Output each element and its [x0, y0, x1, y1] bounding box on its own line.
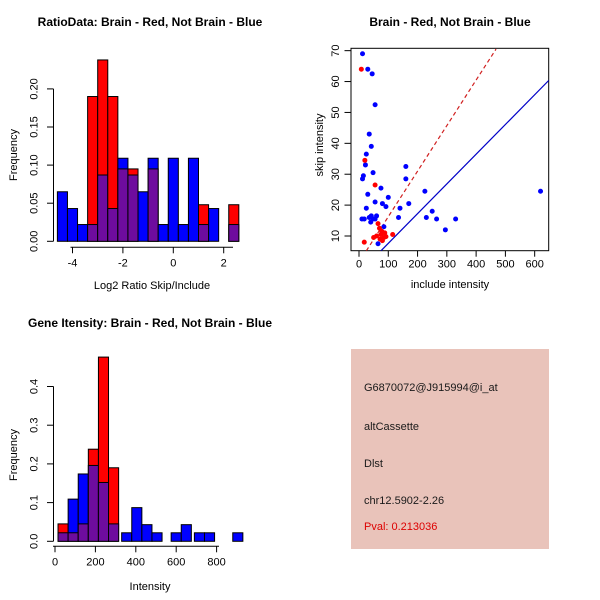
scatter-x-tick-label: 600	[525, 258, 544, 271]
scatter-point-blue	[406, 201, 411, 206]
scatter-y-tick-label: 60	[330, 75, 342, 88]
gene-hist-bar-blue	[194, 533, 204, 542]
ratio-hist-bar-red	[88, 97, 98, 242]
scatter-x-tick-label: 100	[379, 258, 398, 271]
scatter-point-blue	[381, 224, 386, 229]
ratio-hist-bar-overlap	[118, 169, 128, 241]
ratio-hist-bar-overlap	[199, 225, 209, 242]
gene-hist-y-tick-label: 0.0	[28, 533, 41, 549]
ratio-hist-bar-blue	[188, 158, 198, 241]
locus-text: chr12.5902-2.26	[364, 495, 445, 507]
scatter-point-blue	[443, 227, 448, 232]
scatter-point-blue	[538, 189, 543, 194]
scatter-point-blue	[369, 144, 374, 149]
ratio-hist-y-tick-label: 0.00	[28, 230, 41, 253]
gene-hist-x-tick-label: 400	[126, 556, 145, 569]
gene-hist-bar-blue	[204, 533, 214, 542]
scatter-point-blue	[424, 215, 429, 220]
scatter-ylabel: skip intensity	[314, 113, 326, 177]
ratio-hist-bar-blue	[178, 225, 188, 242]
scatter-x-tick-label: 500	[496, 258, 515, 271]
scatter-x-tick-label: 200	[408, 258, 427, 271]
scatter-y-tick-label: 40	[330, 137, 342, 150]
scatter-point-blue	[430, 209, 435, 214]
gene-hist-y-tick-label: 0.4	[28, 378, 41, 395]
gene-hist-bar-blue	[233, 533, 243, 542]
scatter-y-tick-label: 20	[330, 198, 342, 212]
scatter-point-blue	[360, 51, 365, 56]
scatter-x-tick-label: 0	[355, 258, 363, 271]
scatter-point-blue	[374, 213, 379, 218]
scatter-point-blue	[362, 217, 367, 222]
gene-hist-bar-blue	[181, 525, 191, 542]
scatter-point-red	[379, 229, 384, 234]
gene-hist-bar-overlap	[58, 533, 68, 542]
ratio-hist-x-tick-label: -2	[118, 257, 128, 270]
ratio-hist-bar-blue	[158, 225, 168, 242]
gene-hist-y-tick-label: 0.1	[28, 494, 41, 511]
ratio-hist-x-tick-label: 0	[170, 257, 177, 270]
gene-hist-bar-overlap	[109, 524, 119, 541]
gene-name-text: Dlst	[364, 458, 383, 470]
fit-line-blue	[381, 77, 553, 251]
scatter-point-blue	[365, 192, 370, 197]
scatter-point-blue	[386, 195, 391, 200]
gene-hist-bar-overlap	[78, 524, 88, 541]
ratio-hist-bar-blue	[67, 209, 77, 242]
gene-hist-x-tick-label: 800	[207, 556, 226, 569]
scatter-point-blue	[453, 217, 458, 222]
scatter-point-red	[374, 234, 379, 239]
scatter-point-red	[359, 67, 364, 72]
info-panel	[351, 349, 549, 549]
ratio-hist-bar-overlap	[148, 169, 158, 241]
scatter-point-blue	[378, 186, 383, 191]
scatter-y-tick-label: 50	[330, 106, 342, 119]
scatter-y-tick-label: 30	[330, 168, 342, 181]
ratio-hist-bar-overlap	[128, 175, 138, 241]
gene-hist-x-tick-label: 0	[51, 556, 59, 569]
scatter-point-blue	[367, 132, 372, 137]
gene-hist-x-tick-label: 200	[86, 556, 105, 569]
gene-intensity-histogram-title: Gene Itensity: Brain - Red, Not Brain - Blue	[27, 316, 273, 330]
scatter-point-blue	[371, 170, 376, 175]
ratio-hist-bar-overlap	[108, 209, 118, 242]
gene-hist-x-tick-label: 600	[167, 556, 186, 569]
scatter-point-red	[362, 240, 367, 245]
scatter-x-tick-label: 400	[466, 258, 486, 271]
ratio-hist-bar-blue	[168, 158, 178, 241]
ratio-histogram-xlabel: Log2 Ratio Skip/Include	[93, 280, 211, 292]
ratio-hist-bar-blue	[78, 225, 88, 242]
scatter-point-blue	[434, 217, 439, 222]
ratio-hist-y-tick-label: 0.05	[28, 192, 41, 214]
ratio-histogram-ylabel: Frequency	[8, 129, 20, 181]
scatter-point-blue	[364, 206, 369, 211]
ratio-hist-y-tick-label: 0.10	[28, 154, 41, 176]
scatter-y-tick-label: 70	[330, 44, 342, 57]
ratio-hist-bar-overlap	[88, 225, 98, 242]
scatter-point-blue	[397, 206, 402, 211]
gene-intensity-ylabel: Frequency	[8, 429, 20, 481]
scatter-point-red	[390, 232, 395, 237]
scatter-plot-box	[351, 48, 549, 250]
scatter-point-blue	[373, 200, 378, 205]
scatter-point-blue	[360, 176, 365, 181]
gene-hist-bar-blue	[122, 533, 132, 542]
ratio-hist-y-tick-label: 0.20	[28, 78, 41, 100]
scatter-y-tick-label: 10	[330, 229, 342, 243]
scatter-point-blue	[396, 215, 401, 220]
gene-hist-y-tick-label: 0.2	[28, 456, 41, 472]
scatter-point-blue	[370, 71, 375, 76]
gene-hist-bar-blue	[171, 533, 181, 542]
ratio-hist-bar-blue	[138, 192, 148, 242]
scatter-point-blue	[363, 162, 368, 167]
scatter-point-blue	[373, 102, 378, 107]
scatter-point-red	[376, 221, 381, 226]
scatter-point-blue	[365, 67, 370, 72]
scatter-point-blue	[376, 241, 381, 246]
gene-hist-bar-overlap	[98, 482, 108, 541]
fit-line-red	[366, 49, 496, 251]
ratio-hist-bar-overlap	[229, 225, 239, 242]
scatter-point-red	[373, 183, 378, 188]
scatter-point-blue	[383, 204, 388, 209]
ratio-hist-x-tick-label: -4	[67, 257, 78, 270]
ratio-hist-y-tick-label: 0.15	[28, 116, 41, 138]
scatter-point-blue	[403, 176, 408, 181]
gene-hist-bar-blue	[132, 508, 142, 542]
gene-hist-bar-blue	[142, 525, 152, 542]
scatter-point-red	[362, 158, 367, 163]
scatter-title: Brain - Red, Not Brain - Blue	[369, 15, 531, 29]
ratio-hist-bar-blue	[57, 192, 67, 242]
gene-hist-bar-blue	[152, 533, 162, 542]
scatter-x-tick-label: 300	[437, 258, 457, 271]
scatter-point-blue	[422, 189, 427, 194]
ratio-hist-bar-blue	[209, 209, 219, 242]
event-type-text: altCassette	[364, 421, 420, 433]
gene-intensity-xlabel: Intensity	[129, 581, 171, 593]
scatter-xlabel: include intensity	[410, 279, 490, 291]
probe-id-text: G6870072@J915994@i_at	[364, 382, 498, 394]
ratio-hist-x-tick-label: 2	[220, 257, 227, 270]
gene-hist-bar-overlap	[68, 533, 78, 542]
ratio-histogram-title: RatioData: Brain - Red, Not Brain - Blue	[37, 15, 263, 29]
scatter-point-blue	[368, 220, 373, 225]
pval-text: Pval: 0.213036	[364, 521, 438, 533]
gene-hist-y-tick-label: 0.3	[28, 417, 41, 433]
scatter-point-blue	[403, 164, 408, 169]
scatter-point-blue	[364, 152, 369, 157]
ratio-hist-bar-overlap	[98, 175, 108, 241]
gene-hist-bar-overlap	[88, 465, 98, 541]
